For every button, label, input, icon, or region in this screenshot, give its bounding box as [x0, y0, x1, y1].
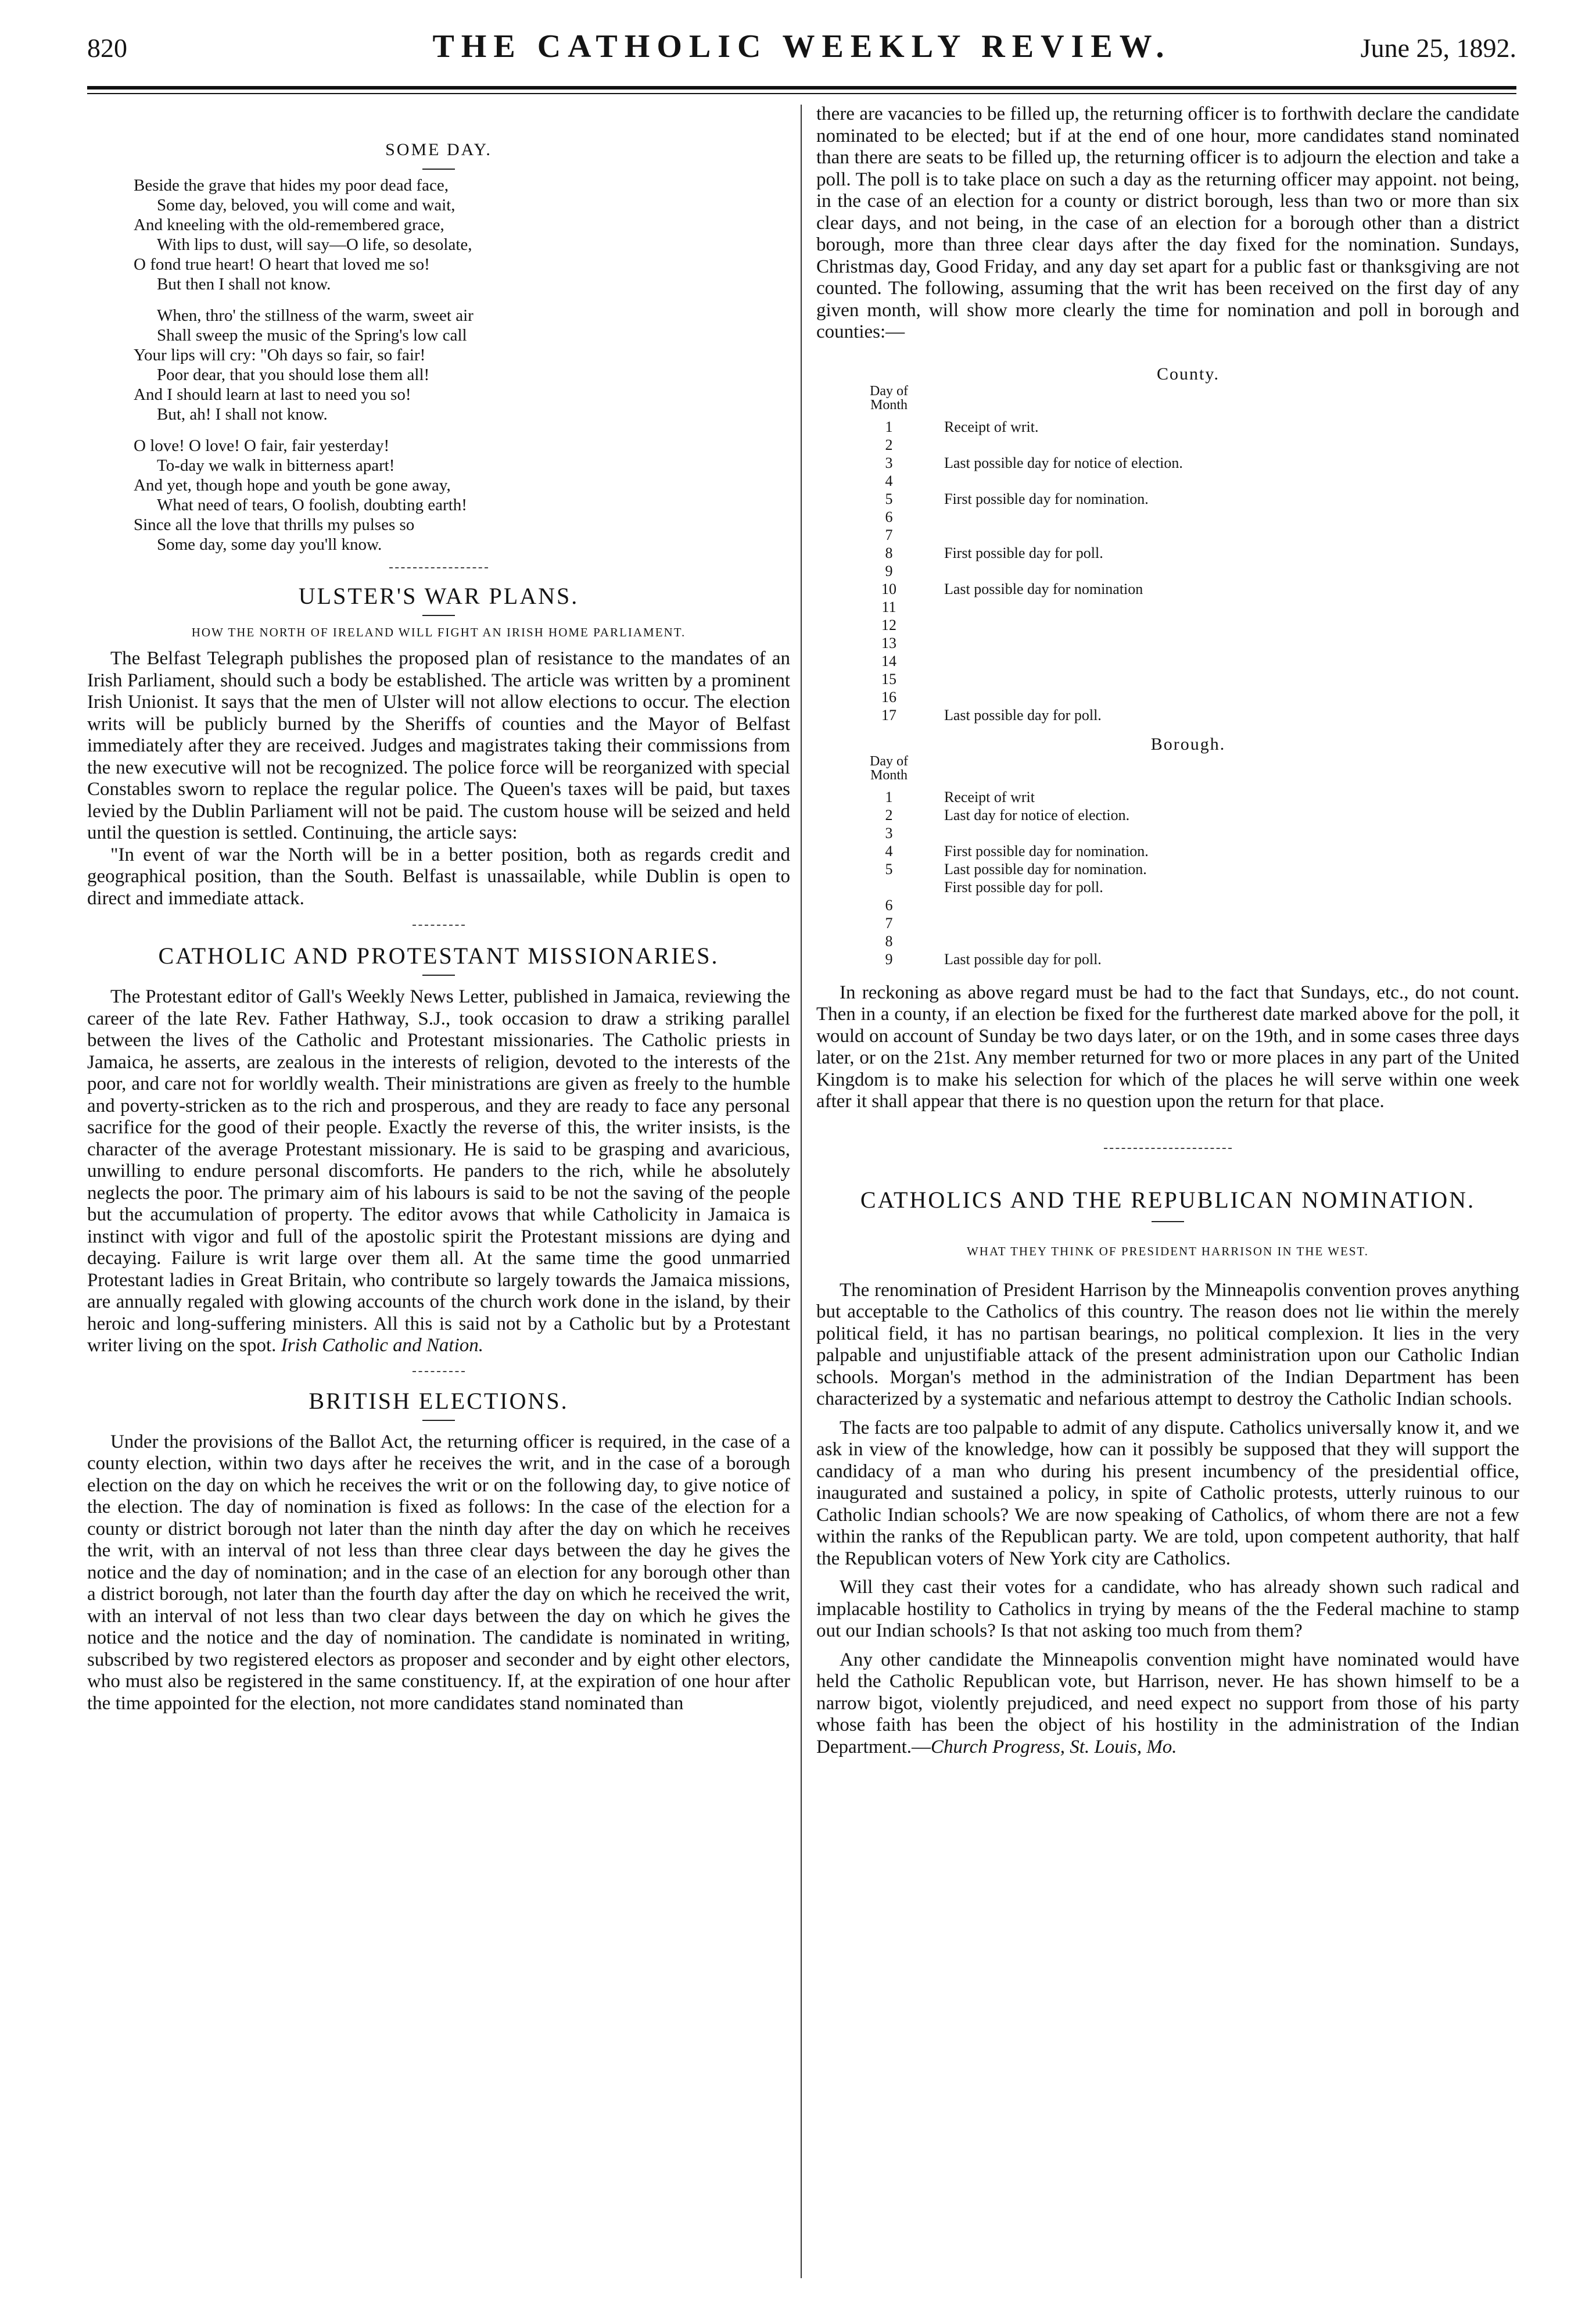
- table-row: 1 Receipt of writ.: [885, 418, 1039, 435]
- ulster-paragraph: The Belfast Telegraph publishes the proposed plan of resistance to the mandates of an Irish Parliament, should such a body be established. The article was written by a prominent Irish Unionist. It says that the men of Ulster will not allow elections to occur. The election writs will be publicly burned by the Sheriffs of counties and the Mayor of Belfast immediately after they are received. Judges and magistrates taking their commissions from the new executive will not be recognized. The police force will be reorganized with special Constables sworn to replace the regular police. The Queen's taxes will be paid, but taxes levied by the Dublin Parliament will not be paid. The custom house will be seized and held until the question is settled. Continuing, the article says:: [87, 648, 790, 843]
- poem-line: With lips to dust, will say—O life, so desolate,: [157, 235, 472, 254]
- county-caption: County.: [1157, 364, 1220, 384]
- poem-line: But, ah! I shall not know.: [157, 405, 328, 424]
- borough-day-header: Day of Month: [870, 753, 908, 783]
- ulster-title: ULSTER'S WAR PLANS.: [298, 583, 579, 609]
- table-row: 7: [885, 526, 893, 543]
- poem-line: Poor dear, that you should lose them all!: [157, 366, 430, 384]
- nomination-paragraph: [816, 1649, 1519, 1759]
- nomination-paragraph: Will they cast their votes for a candidate, who has already shown such radical and implacable hostility to Catholics in trying by means of the the Federal machine to stamp out our Indian schools? Is that not asking too much from them?: [816, 1577, 1519, 1641]
- poem-line: Shall sweep the music of the Spring's low call: [157, 326, 467, 345]
- poem-stanza: [134, 306, 790, 424]
- missionaries-title: CATHOLIC AND PROTESTANT MISSIONARIES.: [158, 943, 719, 969]
- missionaries-article: [87, 943, 790, 1372]
- table-row: 11: [881, 598, 896, 615]
- poem-stanza: [134, 436, 790, 554]
- table-row: 6: [885, 896, 893, 914]
- newspaper-title: THE CATHOLIC WEEKLY REVIEW.: [432, 28, 1171, 65]
- table-row: 17 Last possible day for poll.: [881, 706, 1102, 724]
- right-column: [816, 103, 1519, 1758]
- table-row: 6: [885, 508, 893, 525]
- nomination-title: CATHOLICS AND THE REPUBLICAN NOMINATION.: [860, 1186, 1476, 1213]
- table-row: 16: [881, 688, 896, 706]
- missionaries-source: Irish Catholic and Nation.: [281, 1335, 483, 1356]
- poem-line: Some day, beloved, you will come and wait,: [157, 196, 456, 214]
- elections-article: [87, 1388, 790, 1715]
- poem-line: And kneeling with the old-remembered grace,: [134, 216, 444, 234]
- ulster-subtitle: HOW THE NORTH OF IRELAND WILL FIGHT AN IRISH HOME PARLIAMENT.: [191, 625, 686, 639]
- table-row: 3 Last possible day for notice of election.: [885, 454, 1183, 471]
- column-divider: [801, 105, 802, 2278]
- elections-paragraph: Under the provisions of the Ballot Act, the returning officer is required, in the case of a county election, within two days after he receives the writ, and in the case of a borough election on the day on which he receives the writ or on the following day, to give notice of the election. The day of nomination is fixed as follows: In the case of the election for a county or district borough not later than the ninth day after the day on which he receives the writ, with an interval of not less than three clear days between the day he gives the notice and the day of nomination; and in the case of an election for any borough other than a district borough, not later than the fourth day after the day on which he received the writ, with an interval of not less than two clear days between the day on which he gives the notice and the notice and the day of nomination. The candidate is nominated in writing, subscribed by two registered electors as proposer and seconder and by eight other electors, who must also be registered in the same constituency. If, at the expiration of one hour after the time appointed for the election, not more candidates stand nominated than: [87, 1431, 790, 1714]
- table-row: 13: [881, 634, 896, 651]
- table-row: 2 Last day for notice of election.: [885, 806, 1130, 824]
- borough-rows: [857, 788, 1519, 968]
- section-separator: [1104, 1148, 1232, 1149]
- table-row: 14: [881, 652, 896, 670]
- section-separator: [413, 1371, 465, 1372]
- poem-line: But then I shall not know.: [157, 275, 331, 293]
- missionaries-text: The Protestant editor of Gall's Weekly News Letter, published in Jamaica, reviewing the career of the late Rev. Father Hathway, S.J., took occasion to draw a striking parallel between the lives of the Catholic and Protestant missionaries. The Catholic priests in Jamaica, he asserts, are zealous in the interests of religion, devoted to the interests of the poor, and care not for worldly wealth. Their ministrations are given as freely to the humble and poverty-stricken as to the rich and prosperous, and they are ready to face any personal sacrifice for the good of their people. Exactly the reverse of this, the writer insists, is the character of the average Protestant missionary. He is said to be grasping and avaricious, unwilling to endure personal discomforts. He panders to the rich, while he absolutely neglects the poor. The primary aim of his labours is said to be not the saving of the people but the accumulation of property. The editor avows that while Catholicity in Jamaica is instinct with vigor and full of the apostolic spirit the Protestant missions are dying and decaying. Failure is writ large over them all. At the same time the good unmarried Protestant ladies in Great Britain, who contribute so largely towards the Jamaica missions, are annually regaled with glowing accounts of the church work done in the island, by their heroic and long-suffering ministers. All this is said not by a Catholic but by a Protestant writer living on the spot.: [87, 986, 790, 1356]
- poem-line: And I should learn at last to need you so!: [134, 385, 411, 404]
- county-rows: [857, 418, 1519, 724]
- table-row: 9 Last possible day for poll.: [885, 950, 1102, 968]
- poem-article: [87, 137, 790, 568]
- nomination-title-dash: [1152, 1221, 1184, 1222]
- table-row: 4 First possible day for nomination.: [885, 842, 1149, 860]
- page-number: 820: [87, 33, 127, 63]
- poem-line: And yet, though hope and youth be gone away,: [134, 476, 451, 495]
- poem-line: Your lips will cry: "Oh days so fair, so fair!: [134, 346, 426, 364]
- left-column: [87, 103, 790, 1714]
- poem-line: O fond true heart! O heart that loved me so!: [134, 255, 430, 274]
- table-row: 8 First possible day for poll.: [885, 544, 1103, 561]
- table-row: 5 Last possible day for nomination.: [885, 860, 1147, 878]
- ulster-article: [87, 583, 790, 926]
- table-row: 4: [885, 472, 893, 489]
- poem-title-dash: [422, 169, 455, 170]
- nomination-subtitle: WHAT THEY THINK OF PRESIDENT HARRISON IN THE WEST.: [966, 1244, 1369, 1258]
- table-row: 2: [885, 436, 893, 453]
- county-day-header: Day of Month: [870, 383, 908, 413]
- poem-line: To-day we walk in bitterness apart!: [157, 456, 395, 475]
- missionaries-paragraph: [87, 986, 790, 1357]
- table-row: 10 Last possible day for nomination: [881, 580, 1143, 597]
- table-row: 15: [881, 670, 896, 688]
- poem-line: O love! O love! O fair, fair yesterday!: [134, 436, 390, 455]
- table-row: 7: [885, 914, 893, 932]
- table-row: 1 Receipt of writ: [885, 788, 1035, 805]
- elections-title-dash: [422, 1420, 455, 1421]
- ulster-quote: "In event of war the North will be in a better position, both as regards credit and geographical position, than the South. Belfast is unassailable, while Dublin is open to direct and immediate attack.: [87, 844, 790, 909]
- table-row: 3: [885, 824, 893, 842]
- poem-line: Since all the love that thrills my pulses so: [134, 515, 415, 534]
- poem-line: When, thro' the stillness of the warm, sweet air: [157, 306, 474, 325]
- ulster-title-dash: [422, 615, 455, 616]
- table-row: First possible day for poll.: [944, 878, 1103, 896]
- poem-line: Some day, some day you'll know.: [157, 535, 382, 554]
- poem-line: What need of tears, O foolish, doubting earth!: [157, 496, 467, 514]
- masthead-rule-thin: [87, 93, 1516, 94]
- section-separator: [389, 567, 488, 568]
- issue-date: June 25, 1892.: [1360, 33, 1516, 63]
- poem-title: SOME DAY.: [385, 140, 492, 159]
- poem-stanza: [134, 176, 790, 294]
- section-separator: [413, 925, 465, 926]
- elections-reckoning-paragraph: In reckoning as above regard must be had to the fact that Sundays, etc., do not count. Then in a county, if an election be fixed for the furtherest date marked above for the poll, it would on account of Sunday be two days later, or on the 19th, and in some cases three days later, or on the 21st. Any member returned for two or more places in any part of the United Kingdom is to make his selection for which of the places he will serve within one week after it shall appear that there is no question upon the return for that place.: [816, 982, 1519, 1112]
- borough-caption: Borough.: [1150, 734, 1226, 754]
- missionaries-title-dash: [422, 975, 455, 976]
- elections-paragraph-continued: there are vacancies to be filled up, the returning officer is to forthwith declare the candidate nominated to be elected; but if at the end of one hour, more candidates stand nominated than there are seats to be filled up, the returning officer is to adjourn the election and take a poll. The poll is to take place on such a day as the returning officer may appoint. not being, in the case of an election for a county or district borough, less than two or more than six clear days, and not being, in the case of an election for a borough other than a district borough, more than three clear days after the day fixed for the nomination. Sundays, Christmas day, Good Friday, and any day set apart for a public fast or thanksgiving are not counted. The following, assuming that the writ has been received on the first day of any given month, will show more clearly the time for nomination and poll in borough and counties:—: [816, 103, 1519, 342]
- nomination-article: [816, 1187, 1519, 1759]
- county-table: [857, 364, 1519, 724]
- borough-table: [857, 735, 1519, 968]
- nomination-paragraph: The renomination of President Harrison by the Minneapolis convention proves anything but acceptable to the Catholics of this country. The reason does not lie within the merely political field, it has no partisan bearings, no political complexion. It lies in the very palpable and unjustifiable attack of the present administration upon our Catholic Indian schools. Morgan's method in the administration of the Indian Department has been characterized by a systematic and nefarious attempt to destroy the Catholic Indian schools.: [816, 1279, 1519, 1409]
- poem-body: [87, 176, 790, 554]
- table-row: 9: [885, 562, 893, 579]
- table-row: 8: [885, 932, 893, 950]
- poem-line: Beside the grave that hides my poor dead face,: [134, 176, 449, 195]
- elections-title: BRITISH ELECTIONS.: [309, 1387, 569, 1414]
- nomination-paragraph: The facts are too palpable to admit of any dispute. Catholics universally know it, and we ask in view of the knowledge, how can it possibly be supposed that they will support the candidacy of a man who during his present incumbency of the presidential office, inaugurated and sustained a policy, in spite of Catholic protests, utterly ruinous to our Catholic Indian schools? We are now speaking of Catholics, of whom there are not a few within the ranks of the Republican party. We are told, upon competent authority, that half the Republican voters of New York city are Catholics.: [816, 1417, 1519, 1569]
- masthead: [87, 28, 1516, 80]
- table-row: 12: [881, 616, 896, 633]
- nomination-source: Church Progress, St. Louis, Mo.: [931, 1736, 1177, 1757]
- masthead-rule-thick: [87, 86, 1516, 89]
- nomination-text: Any other candidate the Minneapolis convention might have nominated would have held the Catholic Republican vote, but Harrison, never. He has shown himself to be a narrow bigot, violently prejudiced, and need expect no support from those of his party whose faith has been the object of his hostility in the administration of the Indian Department.—: [816, 1649, 1519, 1757]
- table-row: 5 First possible day for nomination.: [885, 490, 1149, 507]
